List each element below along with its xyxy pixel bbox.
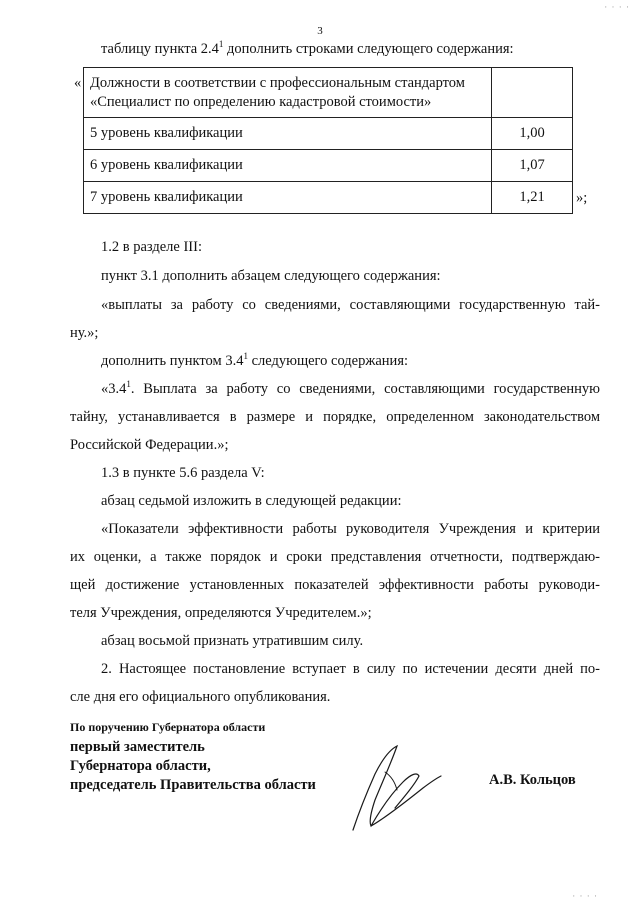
paragraph-line: ну.»;: [70, 325, 99, 341]
qualification-level: 5 уровень квалификации: [84, 118, 492, 150]
table-header-row: [84, 68, 573, 118]
intro-text: таблицу пункта 2.4: [101, 41, 219, 57]
table-row: [84, 150, 573, 182]
paragraph-line: «Показатели эффективности работы руководителя Учреждения и критерии: [101, 521, 600, 537]
paragraph-line: [70, 381, 600, 398]
table-quote-close: »;: [576, 190, 588, 206]
table-row: [84, 182, 573, 214]
coefficient-value: 1,07: [492, 150, 573, 182]
paragraph-line: их оценки, а также порядок и сроки представления отчетности, подтверждаю-: [70, 549, 600, 565]
line-text: следующего содержания:: [247, 353, 409, 369]
coefficient-table: [83, 67, 573, 214]
paragraph-line: 1.3 в пункте 5.6 раздела V:: [101, 465, 265, 481]
table-quote-open: «: [74, 75, 82, 91]
paragraph-line: щей достижение установленных показателей эффективности работы руководи-: [70, 577, 600, 593]
signatory-line: По поручению Губернатора области: [70, 720, 266, 734]
paragraph-line: тайну, устанавливается в размере и порядке, определенном законодательством: [70, 409, 600, 425]
paragraph-line: сле дня его официального опубликования.: [70, 689, 331, 705]
signer-name: А.В. Кольцов: [489, 772, 576, 788]
superscript: 1: [126, 379, 131, 390]
signatory-line: первый заместитель: [70, 739, 205, 755]
coefficient-value: 1,00: [492, 118, 573, 150]
paragraph-line: [70, 353, 600, 370]
signatory-line: председатель Правительства области: [70, 777, 316, 793]
paragraph-line: 2. Настоящее постановление вступает в силу по истечении десяти дней по-: [101, 661, 600, 677]
qualification-level: 6 уровень квалификации: [84, 150, 492, 182]
corner-mark: · · · ·: [604, 2, 630, 12]
superscript: 1: [218, 39, 224, 50]
intro-text: дополнить строками следующего содержания:: [223, 41, 514, 57]
table-header-value-cell: [492, 68, 573, 118]
paragraph-line: абзац восьмой признать утратившим силу.: [101, 633, 364, 649]
line-text: . Выплата за работу со сведениями, составляющими государственную: [130, 381, 600, 397]
paragraph-line: «выплаты за работу со сведениями, составляющими государственную тай-: [101, 297, 600, 313]
paragraph-line: Российской Федерации.»;: [70, 437, 229, 453]
handwritten-signature: [345, 742, 445, 837]
corner-mark: · · · ·: [572, 891, 598, 901]
intro-line: [101, 41, 514, 58]
superscript: 1: [243, 351, 248, 362]
signatory-block: [70, 720, 316, 795]
table-row: [84, 118, 573, 150]
header-line: «Специалист по определению кадастровой стоимости»: [90, 93, 432, 110]
paragraph-line: абзац седьмой изложить в следующей редакции:: [101, 493, 402, 509]
coefficient-value: 1,21: [492, 182, 573, 214]
table-header-cell: [84, 68, 492, 118]
header-line: Должности в соответствии с профессиональным стандартом: [90, 74, 465, 91]
paragraph-line: теля Учреждения, определяются Учредителем.»;: [70, 605, 372, 621]
signatory-line: Губернатора области,: [70, 758, 211, 774]
paragraph-line: пункт 3.1 дополнить абзацем следующего содержания:: [101, 268, 441, 284]
line-text: дополнить пунктом 3.4: [101, 353, 244, 369]
page-number: 3: [317, 25, 323, 37]
line-text: «3.4: [101, 381, 127, 397]
paragraph-line: 1.2 в разделе III:: [101, 239, 202, 255]
qualification-level: 7 уровень квалификации: [84, 182, 492, 214]
